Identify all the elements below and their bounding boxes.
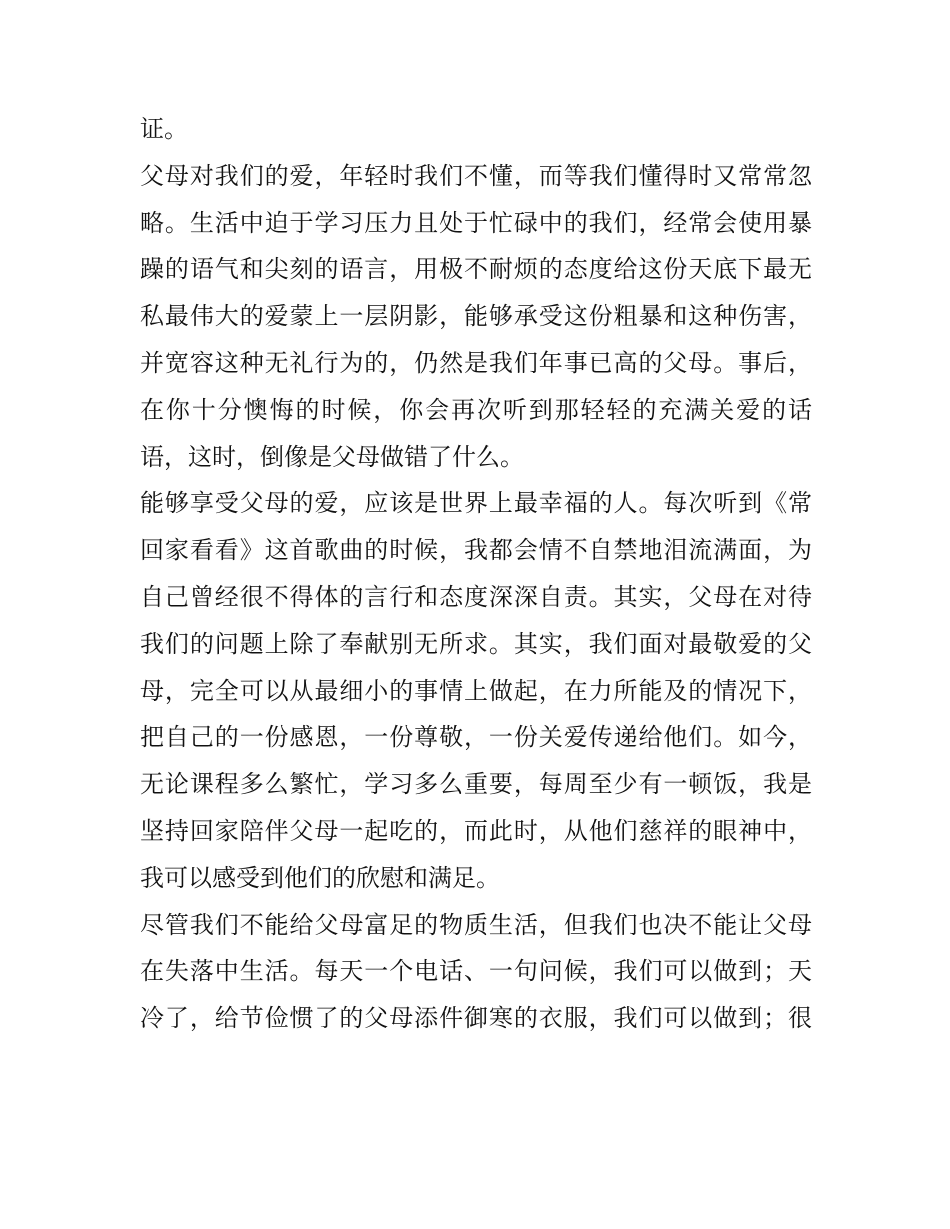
text-line: 我可以感受到他们的欣慰和满足。 <box>140 863 500 892</box>
text-line: 回家看看》这首歌曲的时候，我都会情不自禁地泪流满面，为 <box>140 536 812 565</box>
document-body <box>140 106 812 1042</box>
text-line: 把自己的一份感恩，一份尊敬，一份关爱传递给他们。如今， <box>140 723 812 752</box>
text-line: 父母对我们的爱，年轻时我们不懂，而等我们懂得时又常常忽 <box>140 161 812 190</box>
text-line: 在你十分懊悔的时候，你会再次听到那轻轻的充满关爱的话 <box>140 395 812 424</box>
text-line: 略。生活中迫于学习压力且处于忙碌中的我们，经常会使用暴 <box>140 208 812 237</box>
text-line: 并宽容这种无礼行为的，仍然是我们年事已高的父母。事后， <box>140 348 812 377</box>
text-line: 躁的语气和尖刻的语言，用极不耐烦的态度给这份天底下最无 <box>140 255 812 284</box>
text-line: 冷了，给节俭惯了的父母添件御寒的衣服，我们可以做到；很 <box>140 1004 812 1033</box>
text-line: 自己曾经很不得体的言行和态度深深自责。其实，父母在对待 <box>140 582 812 611</box>
text-line: 能够享受父母的爱，应该是世界上最幸福的人。每次听到《常 <box>140 489 812 518</box>
text-line: 无论课程多么繁忙，学习多么重要，每周至少有一顿饭，我是 <box>140 770 812 799</box>
text-line: 私最伟大的爱蒙上一层阴影，能够承受这份粗暴和这种伤害， <box>140 302 812 331</box>
text-line: 在失落中生活。每天一个电话、一句问候，我们可以做到；天 <box>140 957 812 986</box>
text-line: 我们的问题上除了奉献别无所求。其实，我们面对最敬爱的父 <box>140 629 812 658</box>
text-line: 母，完全可以从最细小的事情上做起，在力所能及的情况下， <box>140 676 812 705</box>
text-line: 证。 <box>140 115 188 143</box>
text-line: 尽管我们不能给父母富足的物质生活，但我们也决不能让父母 <box>140 910 812 939</box>
text-line: 语，这时，倒像是父母做错了什么。 <box>140 442 524 471</box>
text-line: 坚持回家陪伴父母一起吃的，而此时，从他们慈祥的眼神中， <box>140 816 812 845</box>
